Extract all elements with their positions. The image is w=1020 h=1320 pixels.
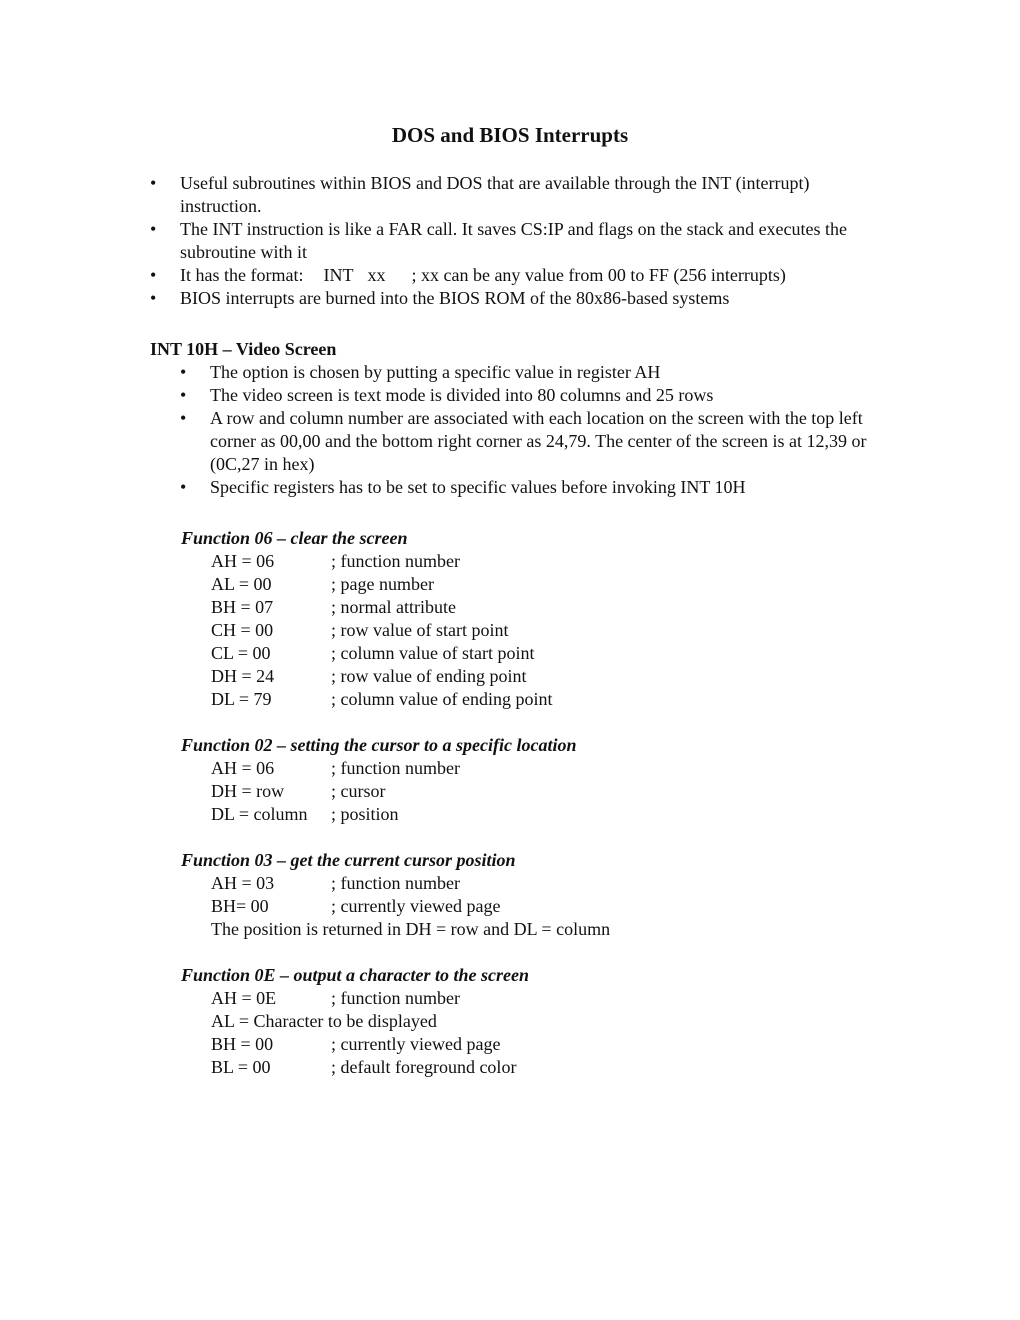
register-assignment: BL = 00	[211, 1057, 271, 1077]
register-line	[181, 665, 881, 688]
register-line	[181, 550, 881, 573]
register-comment: ; default foreground color	[331, 1057, 517, 1077]
bullet-text: A row and column number are associated with each location on the screen with the top left corner as 00,00 and the bottom right corner as 24,79. The center of the screen is at 12,39 or (0C,27 in hex)	[210, 408, 867, 474]
bullet-icon: •	[180, 408, 187, 428]
register-line	[181, 1056, 881, 1079]
int10-bullet-list	[180, 361, 880, 499]
register-assignment: DH = row	[211, 781, 285, 801]
register-comment: ; cursor	[331, 781, 386, 801]
register-assignment: DH = 24	[211, 666, 275, 686]
register-assignment: BH = 07	[211, 597, 274, 617]
format-operand: xx	[367, 265, 386, 285]
register-line	[181, 573, 881, 596]
list-item	[180, 384, 880, 407]
register-assignment: DL = 79	[211, 689, 272, 709]
list-item	[150, 218, 880, 264]
list-item	[180, 361, 880, 384]
bullet-text: The option is chosen by putting a specific value in register AH	[210, 362, 661, 382]
list-item	[180, 407, 880, 476]
register-line	[181, 987, 881, 1010]
register-line	[181, 642, 881, 665]
register-assignment: AH = 03	[211, 873, 275, 893]
intro-bullet-list	[150, 172, 880, 310]
bullet-text: BIOS interrupts are burned into the BIOS ROM of the 80x86-based systems	[180, 288, 730, 308]
register-line	[181, 803, 881, 826]
bullet-text: Useful subroutines within BIOS and DOS that are available through the INT (interrupt) instruction.	[180, 173, 810, 216]
register-comment: ; column value of start point	[331, 643, 535, 663]
register-assignment: AH = 06	[211, 551, 275, 571]
list-item	[150, 287, 880, 310]
register-assignment: BH= 00	[211, 896, 269, 916]
list-item	[180, 476, 880, 499]
bullet-text: The video screen is text mode is divided into 80 columns and 25 rows	[210, 385, 714, 405]
register-line	[181, 780, 881, 803]
bullet-icon: •	[150, 219, 157, 239]
page-title: DOS and BIOS Interrupts	[391, 123, 629, 147]
int10-section	[150, 338, 880, 499]
register-assignment: AH = 0E	[211, 988, 277, 1008]
section-heading: INT 10H – Video Screen	[150, 339, 337, 359]
function-note: The position is returned in DH = row and DL = column	[211, 919, 611, 939]
register-comment: ; page number	[331, 574, 434, 594]
list-item	[150, 264, 880, 287]
register-line: AL = Character to be displayed	[211, 1011, 437, 1031]
register-comment: ; currently viewed page	[331, 896, 501, 916]
register-line	[181, 688, 881, 711]
format-instruction: INT	[323, 265, 354, 285]
bullet-text: Specific registers has to be set to specific values before invoking INT 10H	[210, 477, 746, 497]
register-line	[181, 596, 881, 619]
format-comment: ; xx can be any value from 00 to FF (256 interrupts)	[411, 265, 786, 285]
register-assignment: CL = 00	[211, 643, 271, 663]
function-title: Function 02 – setting the cursor to a specific location	[181, 735, 577, 755]
register-assignment: BH = 00	[211, 1034, 274, 1054]
register-comment: ; row value of ending point	[331, 666, 527, 686]
register-assignment: DL = column	[211, 804, 308, 824]
bullet-icon: •	[150, 265, 157, 285]
function-0e-block	[181, 964, 881, 1079]
function-06-block	[181, 527, 881, 711]
register-comment: ; row value of start point	[331, 620, 509, 640]
function-02-block	[181, 734, 881, 826]
register-comment: ; normal attribute	[331, 597, 456, 617]
register-line	[181, 872, 881, 895]
function-title: Function 03 – get the current cursor position	[181, 850, 516, 870]
register-comment: ; column value of ending point	[331, 689, 553, 709]
register-comment: ; position	[331, 804, 399, 824]
bullet-icon: •	[180, 477, 187, 497]
bullet-icon: •	[150, 288, 157, 308]
register-comment: ; function number	[331, 758, 460, 778]
function-title: Function 0E – output a character to the screen	[181, 965, 530, 985]
function-03-block	[181, 849, 881, 941]
bullet-icon: •	[180, 362, 187, 382]
bullet-icon: •	[150, 173, 157, 193]
register-line	[181, 1033, 881, 1056]
register-comment: ; currently viewed page	[331, 1034, 501, 1054]
register-comment: ; function number	[331, 551, 460, 571]
register-line	[181, 619, 881, 642]
register-comment: ; function number	[331, 988, 460, 1008]
register-line	[181, 895, 881, 918]
register-comment: ; function number	[331, 873, 460, 893]
bullet-text: It has the format:	[180, 265, 304, 285]
list-item	[150, 172, 880, 218]
bullet-icon: •	[180, 385, 187, 405]
function-title: Function 06 – clear the screen	[181, 528, 408, 548]
bullet-text: The INT instruction is like a FAR call. It saves CS:IP and flags on the stack and executes the subroutine with it	[180, 219, 848, 262]
register-assignment: AL = 00	[211, 574, 272, 594]
register-assignment: AH = 06	[211, 758, 275, 778]
register-line	[181, 757, 881, 780]
register-assignment: CH = 00	[211, 620, 274, 640]
